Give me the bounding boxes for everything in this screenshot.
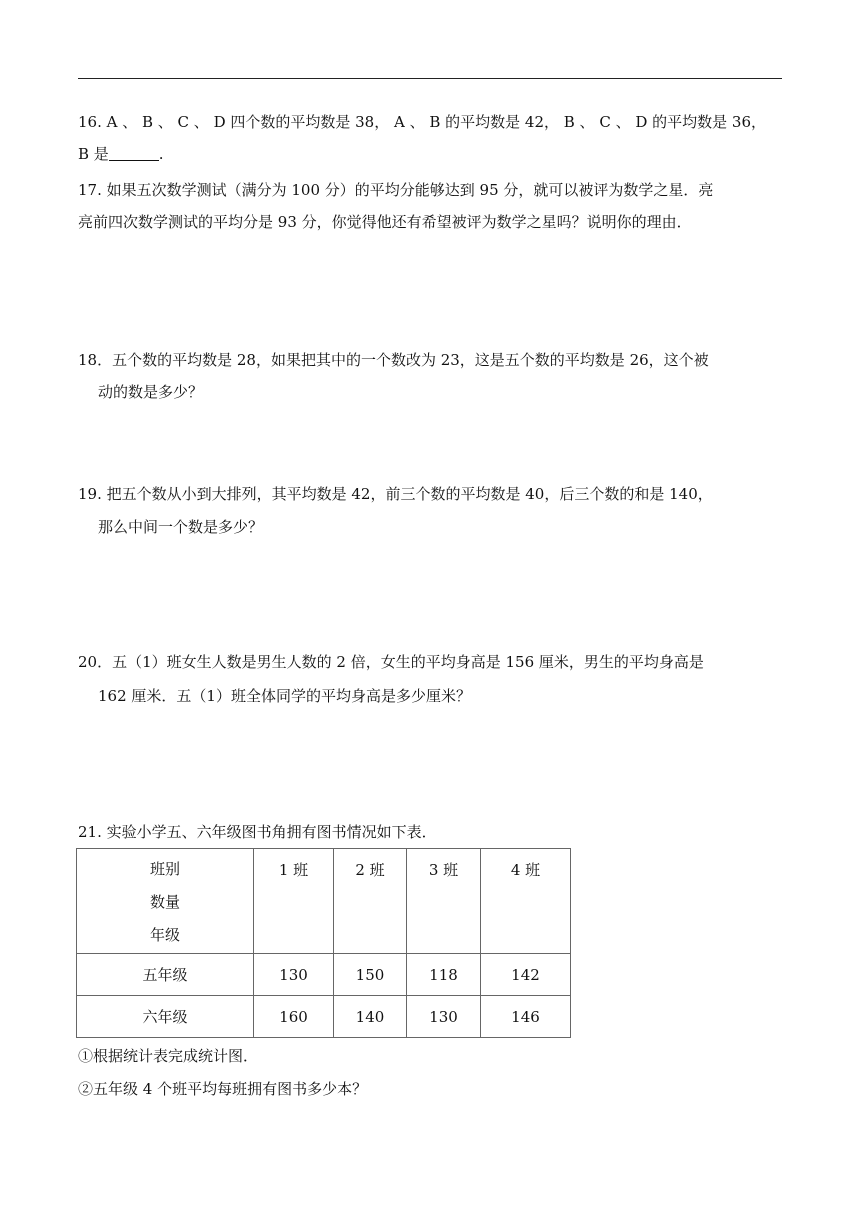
q16-line2 bbox=[78, 144, 164, 164]
q18-line2: 动的数是多少？ bbox=[98, 383, 204, 401]
q18-line1: 18．五个数的平均数是 28，如果把其中的一个数改为 23，这是五个数的平均数是 26，这个被 bbox=[78, 351, 709, 369]
table-corner-header bbox=[77, 849, 254, 954]
answer-blank[interactable] bbox=[109, 146, 159, 161]
q19-line1: 19. 把五个数从小到大排列，其平均数是 42，前三个数的平均数是 40，后三个数的和是 140， bbox=[78, 485, 713, 503]
q21-intro: 21. 实验小学五、六年级图书角拥有图书情况如下表． bbox=[78, 823, 437, 841]
column-header: 3 班 bbox=[407, 849, 481, 954]
q16-line2-prefix: B 是 bbox=[78, 145, 109, 163]
table-cell: 118 bbox=[407, 954, 481, 996]
table-row bbox=[77, 954, 571, 996]
table-cell: 160 bbox=[254, 996, 334, 1038]
table-cell: 140 bbox=[334, 996, 407, 1038]
q16-line2-suffix: . bbox=[158, 145, 164, 163]
q16-line1: 16. A 、 B 、 C 、 D 四个数的平均数是 38， A 、 B 的平均数是 42， B 、 C 、 D 的平均数是 36， bbox=[78, 113, 766, 131]
column-header: 4 班 bbox=[481, 849, 571, 954]
table-cell: 130 bbox=[254, 954, 334, 996]
row-label: 六年级 bbox=[77, 996, 254, 1038]
table-cell: 146 bbox=[481, 996, 571, 1038]
header-line-grade: 年级 bbox=[149, 926, 180, 944]
q20-line1: 20．五（1）班女生人数是男生人数的 2 倍，女生的平均身高是 156 厘米，男生的平均身高是 bbox=[78, 653, 704, 671]
column-header: 1 班 bbox=[254, 849, 334, 954]
q20-line2: 162 厘米．五（1）班全体同学的平均身高是多少厘米？ bbox=[98, 687, 471, 705]
q17-line2: 亮前四次数学测试的平均分是 93 分，你觉得他还有希望被评为数学之星吗？说明你的理由． bbox=[78, 213, 692, 231]
q21-sub2: ②五年级 4 个班平均每班拥有图书多少本？ bbox=[78, 1080, 368, 1098]
header-line-quantity: 数量 bbox=[149, 893, 180, 911]
table-cell: 142 bbox=[481, 954, 571, 996]
header-line-class: 班别 bbox=[149, 860, 180, 878]
table-row bbox=[77, 996, 571, 1038]
column-header: 2 班 bbox=[334, 849, 407, 954]
table-cell: 130 bbox=[407, 996, 481, 1038]
book-stats-table bbox=[76, 848, 571, 1038]
header-rule bbox=[78, 78, 782, 79]
q19-line2: 那么中间一个数是多少？ bbox=[98, 518, 264, 536]
table-cell: 150 bbox=[334, 954, 407, 996]
q17-line1: 17. 如果五次数学测试（满分为 100 分）的平均分能够达到 95 分，就可以被评为数学之星．亮 bbox=[78, 181, 714, 199]
row-label: 五年级 bbox=[77, 954, 254, 996]
q21-sub1: ①根据统计表完成统计图． bbox=[78, 1047, 259, 1065]
